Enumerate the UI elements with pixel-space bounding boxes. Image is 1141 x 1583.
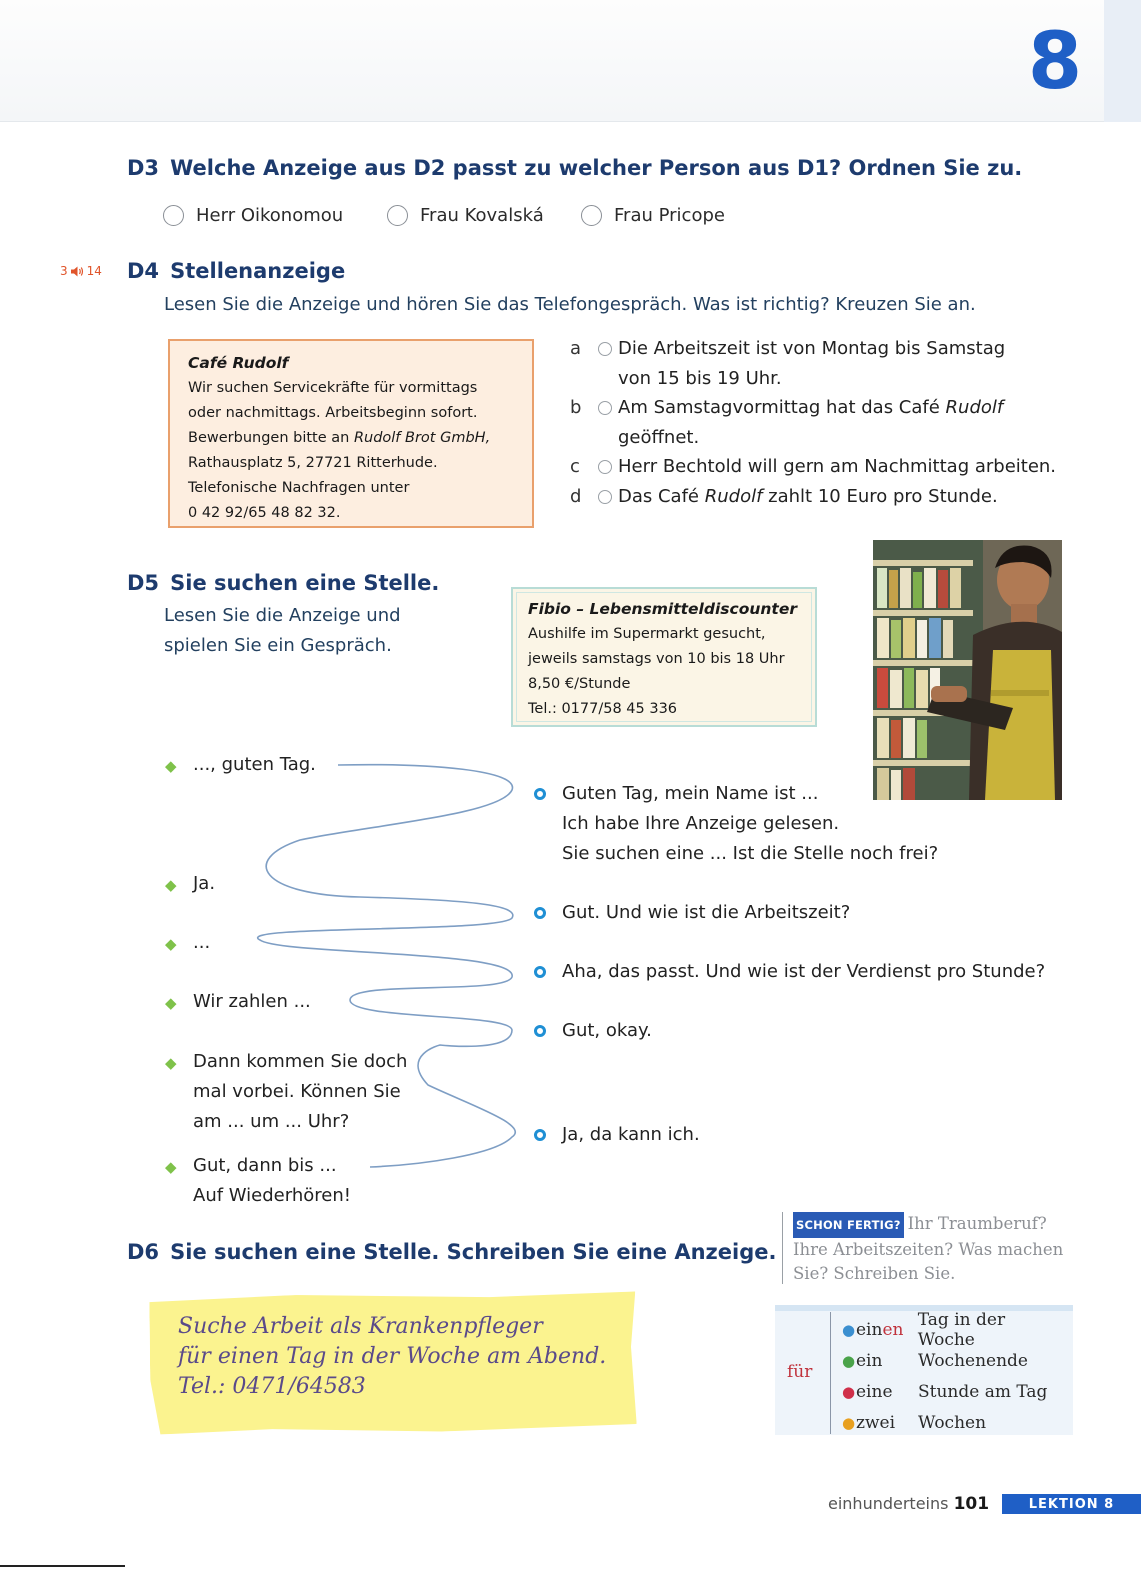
- dialogue-line: Ja.: [193, 873, 216, 894]
- d4-instruction: Lesen Sie die Anzeige und hören Sie das Telefongespräch. Was ist richtig? Kreuzen Sie an.: [164, 294, 976, 315]
- d3-option-label: Frau Pricope: [614, 204, 725, 226]
- dialogue-line: am ... um ... Uhr?: [193, 1111, 350, 1132]
- dialogue-line: Aha, das passt. Und wie ist der Verdienst pro Stunde?: [562, 961, 1046, 982]
- dialogue-line-group: [562, 779, 938, 869]
- ad-title: Café Rudolf: [188, 354, 289, 372]
- radio-icon[interactable]: [598, 342, 612, 356]
- statement-text: [618, 393, 1080, 452]
- grammar-row: [842, 1309, 1067, 1350]
- schon-fertig-text: Sie? Schreiben Sie.: [793, 1264, 956, 1283]
- audio-track-marker[interactable]: [60, 264, 102, 278]
- schon-fertig-badge: SCHON FERTIG?: [793, 1212, 904, 1238]
- audio-track-number: 14: [86, 264, 102, 278]
- grammar-noun: Stunde am Tag: [918, 1381, 1048, 1402]
- d4-title: Stellenanzeige: [170, 259, 346, 283]
- d4-statements: [570, 334, 1080, 511]
- statement-line: zahlt 10 Euro pro Stunde.: [762, 485, 998, 507]
- statement-line: von 15 bis 19 Uhr.: [618, 367, 782, 389]
- dialogue-left-item: [165, 1047, 407, 1137]
- d3-code: D3: [127, 156, 160, 180]
- d4-statement-b[interactable]: [570, 393, 1080, 452]
- d3-option-3[interactable]: [581, 201, 725, 229]
- radio-icon[interactable]: [387, 205, 408, 226]
- instruction-line: spielen Sie ein Gespräch.: [164, 635, 392, 656]
- dialogue-line: Gut, okay.: [562, 1020, 652, 1041]
- statement-text: [618, 482, 1080, 512]
- statement-text: Herr Bechtold will gern am Nachmittag arbeiten.: [618, 456, 1057, 477]
- diamond-bullet-icon: ◆: [165, 876, 177, 894]
- grammar-article: [856, 1351, 918, 1371]
- diamond-bullet-icon: ◆: [165, 994, 177, 1012]
- circle-bullet-icon: [534, 1129, 546, 1141]
- diamond-bullet-icon: ◆: [165, 757, 177, 775]
- dialogue-line: Ich habe Ihre Anzeige gelesen.: [562, 813, 840, 834]
- circle-bullet-icon: [534, 788, 546, 800]
- ad-line: jeweils samstags von 10 bis 18 Uhr: [528, 651, 785, 667]
- dialogue-line-group: [193, 1151, 351, 1211]
- header-edge: [1104, 0, 1141, 122]
- d3-heading: [127, 156, 1022, 180]
- dialogue-right-item: [534, 957, 1045, 987]
- radio-icon[interactable]: [581, 205, 602, 226]
- d3-option-label: Herr Oikonomou: [196, 204, 344, 226]
- photo-illustration: [873, 540, 1062, 800]
- statement-line: Die Arbeitszeit ist von Montag bis Samstag: [618, 338, 1006, 359]
- grammar-row: [842, 1345, 1067, 1376]
- statement-letter: c: [570, 456, 580, 477]
- statement-italic: Rudolf: [945, 397, 1004, 418]
- ad-line: 8,50 €/Stunde: [528, 676, 631, 692]
- handwritten-ad: [178, 1312, 618, 1402]
- bullet-dot-icon: ●: [842, 1382, 856, 1401]
- d4-statement-c[interactable]: [570, 452, 1080, 482]
- ad-text: Bewerbungen bitte an: [188, 430, 354, 446]
- grammar-article: [856, 1382, 918, 1402]
- circle-bullet-icon: [534, 966, 546, 978]
- header-band: [0, 0, 1141, 122]
- d5-instruction: [164, 601, 401, 661]
- ad-line: Rathausplatz 5, 27721 Ritterhude.: [188, 455, 438, 471]
- d5-code: D5: [127, 571, 160, 595]
- handwritten-line: Tel.: 0471/64583: [178, 1374, 366, 1399]
- dialogue-right-item: [534, 779, 938, 869]
- chapter-number: 8: [1027, 17, 1083, 107]
- ad-line: Wir suchen Servicekräfte für vormittags: [188, 380, 478, 396]
- handwritten-line: für einen Tag in der Woche am Abend.: [178, 1344, 607, 1369]
- dialogue-left-item: [165, 1151, 351, 1211]
- article-stem: ein: [856, 1319, 883, 1340]
- dialogue-left-item: [165, 987, 311, 1018]
- bullet-dot-icon: ●: [842, 1413, 856, 1432]
- schon-fertig-text: Ihr Traumberuf?: [907, 1214, 1047, 1233]
- statement-line: geöffnet.: [618, 426, 700, 448]
- article-stem: ein: [856, 1350, 883, 1371]
- dialogue-left-item: [165, 869, 215, 900]
- d3-option-1[interactable]: [163, 201, 343, 229]
- dialogue-line: ...: [193, 932, 211, 953]
- ad-line: oder nachmittags. Arbeitsbeginn sofort.: [188, 405, 478, 421]
- circle-bullet-icon: [534, 1025, 546, 1037]
- grammar-preposition: für: [787, 1362, 813, 1382]
- article-stem: eine: [856, 1381, 893, 1402]
- page-number-word: einhunderteins: [828, 1494, 949, 1513]
- bullet-dot-icon: ●: [842, 1351, 856, 1370]
- ad-title: Fibio – Lebensmitteldiscounter: [528, 600, 797, 618]
- dialogue-right-item: [534, 1120, 700, 1150]
- handwritten-line: Suche Arbeit als Krankenpfleger: [178, 1314, 543, 1339]
- d3-option-2[interactable]: [387, 201, 544, 229]
- dialogue-line: ..., guten Tag.: [193, 754, 316, 775]
- ad-text-italic: Rudolf Brot GmbH,: [353, 430, 491, 446]
- radio-icon[interactable]: [163, 205, 184, 226]
- diamond-bullet-icon: ◆: [165, 1054, 177, 1072]
- grammar-row: [842, 1407, 1067, 1438]
- d4-statement-d[interactable]: [570, 482, 1080, 512]
- d3-option-label: Frau Kovalská: [420, 204, 544, 226]
- page-edge-line: [0, 1565, 125, 1567]
- supermarket-worker-photo: [873, 540, 1062, 800]
- diamond-bullet-icon: ◆: [165, 935, 177, 953]
- dialogue-line: Auf Wiederhören!: [193, 1185, 351, 1206]
- grammar-article: [856, 1320, 918, 1340]
- bullet-dot-icon: ●: [842, 1320, 856, 1339]
- statement-letter: b: [570, 397, 582, 418]
- dialogue-left-item: [165, 928, 210, 959]
- statement-italic: Rudolf: [704, 485, 763, 507]
- d3-title: Welche Anzeige aus D2 passt zu welcher Person aus D1? Ordnen Sie zu.: [170, 156, 1023, 180]
- dialogue-right-item: [534, 1016, 652, 1046]
- statement-letter: d: [570, 485, 582, 507]
- article-ending: en: [882, 1319, 904, 1340]
- grammar-article: [856, 1413, 918, 1433]
- dialogue-line: mal vorbei. Können Sie: [193, 1081, 401, 1102]
- radio-icon[interactable]: [598, 460, 612, 474]
- speaker-icon: [71, 266, 84, 277]
- ad-line: Telefonische Nachfragen unter: [188, 480, 410, 496]
- dialogue-line: Dann kommen Sie doch: [193, 1051, 408, 1072]
- diamond-bullet-icon: ◆: [165, 1158, 177, 1176]
- ad-cafe-rudolf: [168, 339, 534, 528]
- d6-heading: [127, 1240, 776, 1264]
- page-number: 101: [953, 1494, 990, 1514]
- ad-line: [188, 426, 514, 451]
- schon-fertig-box: [782, 1212, 1082, 1284]
- dialogue-line: Gut. Und wie ist die Arbeitszeit?: [562, 902, 851, 923]
- ad-fibio: [511, 587, 817, 727]
- statement-letter: a: [570, 338, 582, 359]
- radio-icon[interactable]: [598, 401, 612, 415]
- d6-title: Sie suchen eine Stelle. Schreiben Sie eine Anzeige.: [170, 1240, 777, 1264]
- page-number-footer: [828, 1494, 989, 1514]
- statement-text: [618, 334, 1080, 393]
- d4-heading: [127, 259, 345, 283]
- ad-line: 0 42 92/65 48 82 32.: [188, 505, 341, 521]
- dialogue-right-item: [534, 898, 850, 928]
- statement-line: Das Café: [618, 485, 705, 507]
- dialogue-line-group: [193, 1047, 407, 1137]
- dialogue-line: Guten Tag, mein Name ist ...: [562, 783, 819, 804]
- grammar-divider: [830, 1312, 831, 1434]
- grammar-noun: Wochen: [918, 1412, 987, 1433]
- d6-code: D6: [127, 1240, 160, 1264]
- dialogue-line: Gut, dann bis ...: [193, 1155, 337, 1176]
- dialogue-line: Sie suchen eine ... Ist die Stelle noch frei?: [562, 843, 939, 864]
- instruction-line: Lesen Sie die Anzeige und: [164, 605, 401, 626]
- circle-bullet-icon: [534, 907, 546, 919]
- d4-code: D4: [127, 259, 160, 283]
- dialogue-line: Ja, da kann ich.: [562, 1124, 700, 1145]
- schon-fertig-text: Ihre Arbeitszeiten? Was machen: [793, 1240, 1064, 1259]
- audio-cd-number: 3: [60, 264, 68, 278]
- schon-fertig-line: [793, 1212, 1082, 1238]
- radio-icon[interactable]: [598, 490, 612, 504]
- lesson-badge: LEKTION 8: [1002, 1494, 1141, 1514]
- grammar-row: [842, 1376, 1067, 1407]
- grammar-noun: Tag in der Woche: [917, 1309, 1006, 1350]
- grammar-rows: [842, 1309, 1067, 1438]
- ad-line: Tel.: 0177/58 45 336: [528, 701, 678, 717]
- shelf-lines: [873, 540, 983, 800]
- grammar-noun: Wochenende: [918, 1350, 1028, 1371]
- article-stem: zwei: [856, 1412, 896, 1433]
- d4-statement-a[interactable]: [570, 334, 1080, 393]
- dialogue-line: Wir zahlen ...: [193, 991, 311, 1012]
- d5-heading: [127, 571, 439, 595]
- ad-line: Aushilfe im Supermarkt gesucht,: [528, 626, 766, 642]
- statement-line: Am Samstagvormittag hat das Café: [618, 397, 946, 418]
- d5-title: Sie suchen eine Stelle.: [170, 571, 440, 595]
- dialogue-left-item: [165, 750, 316, 781]
